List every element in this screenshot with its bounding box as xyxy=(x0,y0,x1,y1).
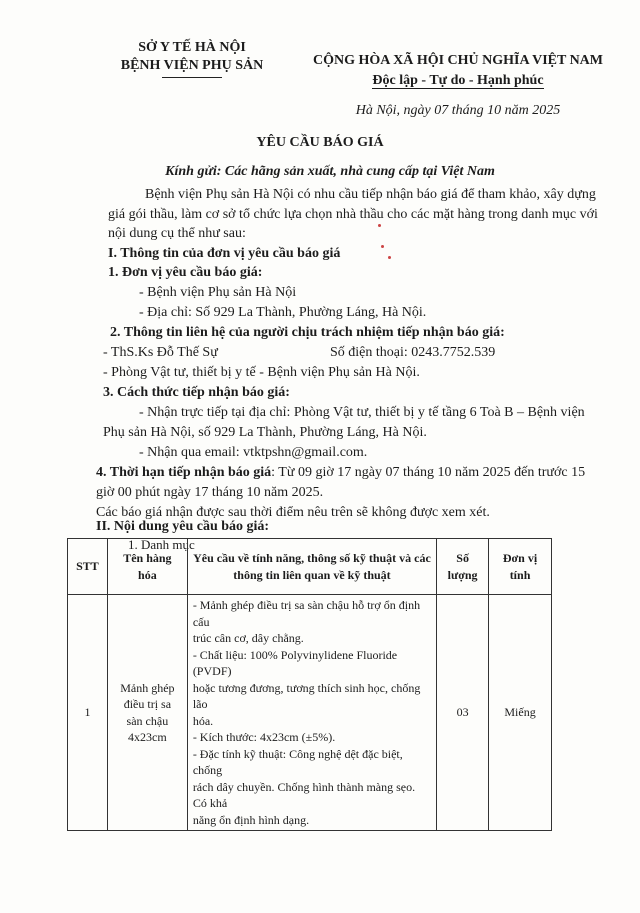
red-mark xyxy=(378,224,381,227)
list-label: 1. Danh mục xyxy=(128,537,195,552)
intro-line-2: giá gói thầu, làm cơ sở tổ chức lựa chọn nhà thầu cho các mặt hàng trong danh mục với xyxy=(108,207,598,222)
requester-name: - Bệnh viện Phụ sản Hà Nội xyxy=(139,285,297,300)
national-motto xyxy=(308,73,608,89)
hospital-name: BỆNH VIỆN PHỤ SẢN xyxy=(120,58,264,73)
col-quantity: Số lượng xyxy=(437,539,489,595)
requester-address: - Địa chỉ: Số 929 La Thành, Phường Láng, Hà Nội. xyxy=(139,305,427,320)
subsection-4-line-2: giờ 00 phút ngày 17 tháng 10 năm 2025. xyxy=(96,485,324,500)
subsection-4-title: 4. Thời hạn tiếp nhận báo giá xyxy=(96,465,272,480)
row-stt: 1 xyxy=(68,595,108,831)
date-place: Hà Nội, ngày 07 tháng 10 năm 2025 xyxy=(355,103,561,118)
col-stt: STT xyxy=(68,539,108,595)
intro-line-1: Bệnh viện Phụ sản Hà Nội có nhu cầu tiếp nhận báo giá để tham khảo, xây dựng xyxy=(145,187,596,202)
col-name: Tên hàng hóa xyxy=(107,539,187,595)
table-row xyxy=(68,595,552,831)
items-table xyxy=(67,538,552,831)
red-mark xyxy=(388,256,391,259)
motto-text: Độc lập - Tự do - Hạnh phúc xyxy=(372,73,544,88)
recipient-line: Kính gửi: Các hãng sản xuất, nhà cung cấp tại Việt Nam xyxy=(165,164,495,179)
subsection-2-title: 2. Thông tin liên hệ của người chịu trách nhiệm tiếp nhận báo giá: xyxy=(110,325,505,340)
contact-phone: Số điện thoại: 0243.7752.539 xyxy=(330,345,496,360)
subsection-3-title: 3. Cách thức tiếp nhận báo giá: xyxy=(103,385,290,400)
contact-department: - Phòng Vật tư, thiết bị y tế - Bệnh viện Phụ sản Hà Nội. xyxy=(103,365,420,380)
receive-email: - Nhận qua email: vtktpshn@gmail.com. xyxy=(139,445,368,460)
deadline-text: : Từ 09 giờ 17 ngày 07 tháng 10 năm 2025 đến trước 15 xyxy=(271,465,586,480)
section-1-heading: I. Thông tin của đơn vị yêu cầu báo giá xyxy=(108,246,341,261)
row-requirements: - Mảnh ghép điều trị sa sàn chậu hỗ trợ ổn định cấu trúc cân cơ, dây chằng. - Chất liệu: 100% Polyvinylidene Fluoride (PVDF) hoặc tương đương, tương thích sinh học, chống lão hóa. - Kích thước: 4x23cm (±5%). - Đặc tính kỹ thuật: Công nghệ dệt đặc biệt, chống rách dây chuyền. Chống hình thành màng sẹo. Có khả năng ổn định hình dạng. xyxy=(187,595,436,831)
red-mark xyxy=(381,245,384,248)
receive-direct-line-1: - Nhận trực tiếp tại địa chỉ: Phòng Vật tư, thiết bị y tế tầng 6 Toà B – Bệnh viện xyxy=(139,405,585,420)
late-quote-note: Các báo giá nhận được sau thời điểm nêu trên sẽ không được xem xét. xyxy=(96,505,490,520)
col-unit: Đơn vị tính xyxy=(489,539,552,595)
row-name: Mảnh ghép điều trị sa sàn chậu 4x23cm xyxy=(107,595,187,831)
subsection-1-title: 1. Đơn vị yêu cầu báo giá: xyxy=(108,265,263,280)
row-unit: Miếng xyxy=(489,595,552,831)
subsection-4-line-1 xyxy=(96,465,585,481)
intro-line-3: nội dung cụ thể như sau: xyxy=(108,226,246,241)
national-title: CỘNG HÒA XÃ HỘI CHỦ NGHĨA VIỆT NAM xyxy=(312,53,603,68)
header-left-underline xyxy=(162,77,222,78)
document-title: YÊU CẦU BÁO GIÁ xyxy=(256,135,384,150)
section-2-heading: II. Nội dung yêu cầu báo giá: xyxy=(96,519,270,534)
contact-person: - ThS.Ks Đỗ Thế Sự xyxy=(103,345,218,360)
col-requirements: Yêu cầu về tính năng, thông số kỹ thuật và các thông tin liên quan về kỹ thuật xyxy=(187,539,436,595)
table-header-row xyxy=(68,539,552,595)
ministry-name: SỞ Y TẾ HÀ NỘI xyxy=(138,40,246,55)
row-quantity: 03 xyxy=(437,595,489,831)
receive-direct-line-2: Phụ sản Hà Nội, số 929 La Thành, Phường Láng, Hà Nội. xyxy=(103,425,427,440)
